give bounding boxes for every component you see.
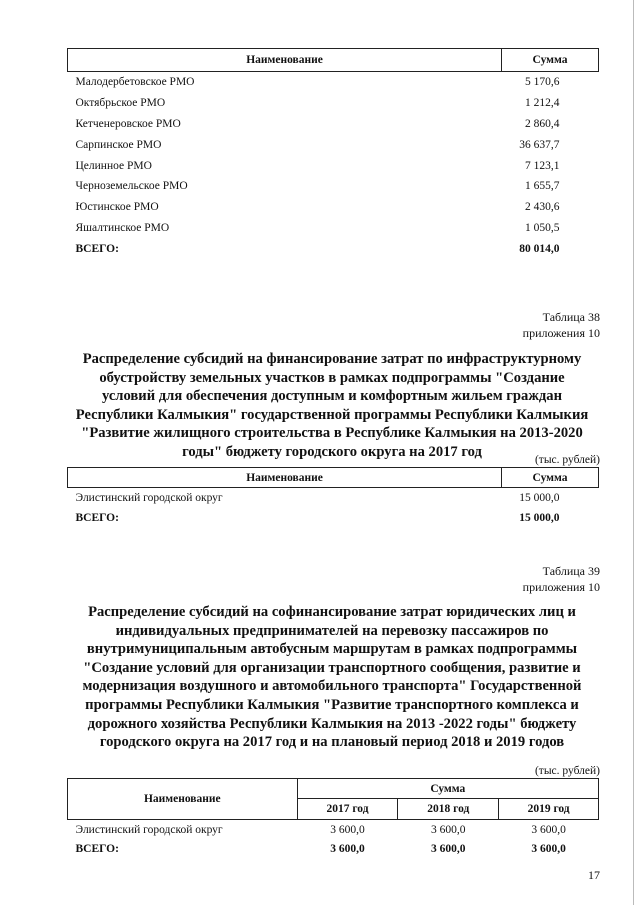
header-sum: Сумма bbox=[502, 468, 599, 488]
heading-line: Распределение субсидий на софинансирование затрат юридических лиц и bbox=[88, 604, 576, 620]
row-sum: 2 430,6 bbox=[525, 201, 560, 214]
table-row bbox=[68, 134, 599, 155]
table-row bbox=[68, 155, 599, 176]
heading-line: "Создание условий для организации транспортного сообщения, развитие и bbox=[83, 659, 581, 676]
total-label: ВСЕГО: bbox=[75, 842, 119, 855]
row-2018: 3 600,0 bbox=[431, 823, 466, 836]
row-name: Черноземельское РМО bbox=[75, 180, 188, 193]
table-row bbox=[68, 72, 599, 93]
row-sum: 1 212,4 bbox=[525, 97, 560, 110]
row-sum: 36 637,7 bbox=[519, 138, 560, 151]
total-2019: 3 600,0 bbox=[531, 842, 566, 855]
row-sum: 15 000,0 bbox=[519, 492, 560, 504]
row-sum: 2 860,4 bbox=[525, 117, 560, 130]
total-row bbox=[68, 238, 599, 259]
table-39 bbox=[67, 778, 599, 858]
row-sum: 1 655,7 bbox=[525, 180, 560, 193]
row-sum: 1 050,5 bbox=[525, 221, 560, 234]
row-name: Юстинское РМО bbox=[75, 201, 159, 214]
table-header-row bbox=[68, 49, 599, 72]
heading-line: дорожного хозяйства Республики Калмыкия на 2013 -2022 годы" бюджету bbox=[87, 715, 577, 732]
total-sum: 80 014,0 bbox=[519, 242, 560, 255]
table-38 bbox=[67, 467, 599, 528]
total-row bbox=[68, 839, 599, 858]
header-name: Наименование bbox=[68, 468, 502, 488]
table-header-row bbox=[68, 468, 599, 488]
table-header-row bbox=[68, 779, 599, 799]
table-39-heading bbox=[62, 603, 602, 752]
total-label: ВСЕГО: bbox=[75, 512, 119, 524]
total-row bbox=[68, 508, 599, 528]
header-sum: Сумма bbox=[502, 49, 599, 72]
table-row bbox=[68, 820, 599, 840]
header-name: Наименование bbox=[68, 49, 502, 72]
table-row bbox=[68, 93, 599, 114]
table-39-caption bbox=[523, 563, 600, 595]
table-row bbox=[68, 114, 599, 135]
heading-line: Республики Калмыкия" государственной программы Республики Калмыкия bbox=[75, 406, 589, 423]
row-2017: 3 600,0 bbox=[330, 823, 365, 836]
row-name: Сарпинское РМО bbox=[75, 138, 162, 151]
row-name: Яшалтинское РМО bbox=[75, 221, 170, 234]
total-sum: 15 000,0 bbox=[519, 512, 560, 524]
page-number: 17 bbox=[588, 868, 600, 882]
heading-line: городского округа на 2017 год и на плановый период 2018 и 2019 годов bbox=[99, 734, 565, 751]
total-2018: 3 600,0 bbox=[431, 842, 466, 855]
heading-line: обустройству земельных участков в рамках подпрограммы "Создание bbox=[99, 369, 565, 386]
table-row bbox=[68, 218, 599, 239]
row-name: Элистинский городской округ bbox=[75, 823, 223, 836]
heading-line: "Развитие жилищного строительства в Республике Калмыкия на 2013-2020 bbox=[81, 425, 583, 442]
row-name: Кетченеровское РМО bbox=[75, 117, 181, 130]
table-rmo-subsidies bbox=[67, 48, 599, 259]
table-38-number: Таблица 38 bbox=[542, 310, 600, 324]
row-name: Целинное РМО bbox=[75, 159, 152, 172]
heading-line: модернизация воздушного и автомобильного транспорта" Государственной bbox=[82, 678, 582, 695]
header-2019: 2019 год bbox=[499, 799, 599, 820]
total-2017: 3 600,0 bbox=[330, 842, 365, 855]
row-name: Малодербетовское РМО bbox=[75, 76, 195, 89]
table-row bbox=[68, 176, 599, 197]
header-2018: 2018 год bbox=[398, 799, 499, 820]
heading-line: индивидуальных предпринимателей на перевозку пассажиров по bbox=[115, 622, 549, 639]
table-row bbox=[68, 488, 599, 509]
table-39-number: Таблица 39 bbox=[542, 564, 600, 578]
table-38-appendix: приложения 10 bbox=[522, 326, 600, 340]
row-name: Элистинский городской округ bbox=[75, 492, 223, 504]
heading-line: годы" бюджету городского округа на 2017 год bbox=[182, 443, 482, 460]
table-39-appendix: приложения 10 bbox=[522, 580, 600, 594]
heading-line: внутримуниципальным автобусным маршрутам в рамках подпрограммы bbox=[86, 641, 578, 658]
table-38-caption bbox=[523, 309, 600, 341]
table-38-heading bbox=[62, 350, 602, 462]
heading-line: условий для обеспечения доступным и комфортным жильем граждан bbox=[101, 388, 563, 405]
page-edge bbox=[633, 0, 634, 905]
row-name: Октябрьское РМО bbox=[75, 97, 166, 110]
table-38-units: (тыс. рублей) bbox=[534, 454, 600, 466]
total-label: ВСЕГО: bbox=[75, 242, 119, 255]
row-2019: 3 600,0 bbox=[531, 823, 566, 836]
header-sum: Сумма bbox=[297, 779, 598, 799]
table-row bbox=[68, 197, 599, 218]
header-2017: 2017 год bbox=[297, 799, 398, 820]
row-sum: 7 123,1 bbox=[525, 159, 560, 172]
table-39-units: (тыс. рублей) bbox=[534, 765, 600, 777]
header-name: Наименование bbox=[68, 779, 298, 820]
row-sum: 5 170,6 bbox=[525, 76, 560, 89]
heading-line: программы Республики Калмыкия "Развитие транспортного комплекса и bbox=[85, 696, 579, 713]
heading-line: Распределение субсидий на финансирование затрат по инфраструктурному bbox=[82, 351, 582, 367]
